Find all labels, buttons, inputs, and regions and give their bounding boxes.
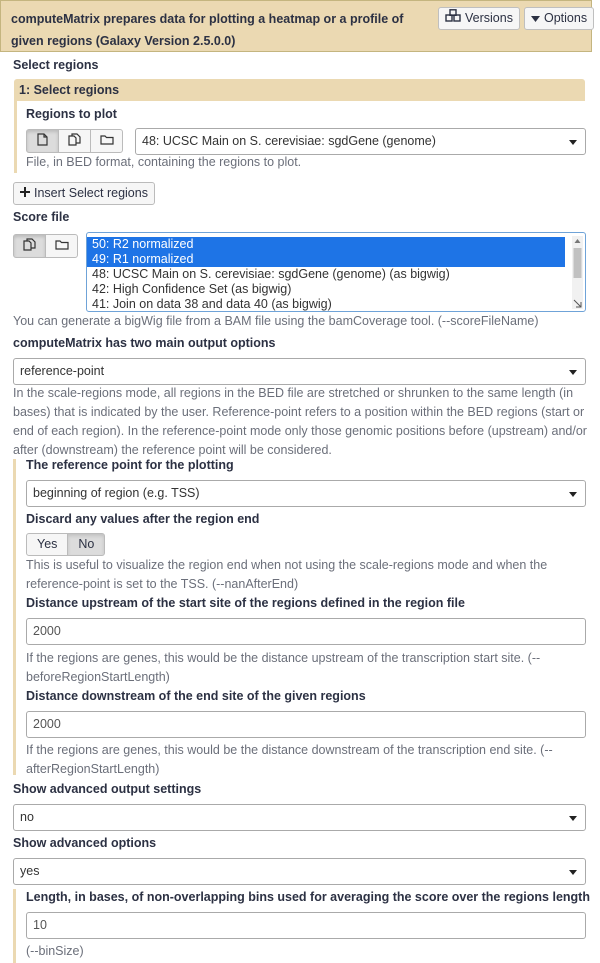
yes-option[interactable]: Yes xyxy=(26,533,68,556)
caret-down-icon xyxy=(531,8,540,29)
single-dataset-button[interactable] xyxy=(26,129,59,153)
advanced-output-select[interactable] xyxy=(13,804,586,831)
downstream-input[interactable]: 2000 xyxy=(26,711,586,738)
reference-point-select[interactable] xyxy=(26,480,586,507)
regions-to-plot-label: Regions to plot xyxy=(26,107,117,121)
listbox-option[interactable]: 41: Join on data 38 and data 40 (as bigwig) xyxy=(92,297,332,311)
score-file-listbox[interactable] xyxy=(86,232,586,312)
bin-size-label: Length, in bases, of non-overlapping bins used for averaging the score over the regions length xyxy=(26,890,590,904)
score-source-toggle xyxy=(13,234,78,258)
advanced-output-label: Show advanced output settings xyxy=(13,782,202,796)
conditional-indent-bar xyxy=(13,459,16,775)
output-options-label: computeMatrix has two main output options xyxy=(13,336,276,350)
section-indent-bar xyxy=(14,101,17,173)
insert-select-regions-button[interactable] xyxy=(13,182,155,205)
multiple-datasets-button[interactable] xyxy=(13,234,46,258)
advanced-options-label: Show advanced options xyxy=(13,836,157,850)
upstream-input[interactable]: 2000 xyxy=(26,618,586,645)
bin-size-input[interactable]: 10 xyxy=(26,912,586,939)
upstream-label: Distance upstream of the start site of the regions defined in the region file xyxy=(26,596,465,610)
listbox-option[interactable]: 48: UCSC Main on S. cerevisiae: sgdGene (genome) (as bigwig) xyxy=(92,267,450,281)
reference-point-label: The reference point for the plotting xyxy=(26,458,234,472)
chevron-down-icon xyxy=(569,870,577,875)
regions-source-toggle xyxy=(26,129,123,153)
listbox-option[interactable]: 42: High Confidence Set (as bigwig) xyxy=(92,282,292,296)
folder-icon xyxy=(100,134,114,148)
advanced-indent-bar xyxy=(13,889,16,963)
file-icon xyxy=(37,133,48,149)
listbox-scrollbar[interactable] xyxy=(572,236,583,309)
advanced-output-value: no xyxy=(20,810,34,824)
regions-select[interactable] xyxy=(135,128,586,155)
discard-help: This is useful to visualize the region end when not using the scale-regions mode and when the reference-point is set to the TSS. (--nanAfterEnd) xyxy=(26,558,548,591)
no-option[interactable]: No xyxy=(67,533,105,556)
listbox-option[interactable]: 50: R2 normalized xyxy=(87,237,565,252)
multiple-datasets-button[interactable] xyxy=(58,129,91,153)
regions-help: File, in BED format, containing the regions to plot. xyxy=(26,155,302,169)
output-mode-value: reference-point xyxy=(20,364,105,378)
score-file-label: Score file xyxy=(13,210,70,224)
reference-point-value: beginning of region (e.g. TSS) xyxy=(33,486,200,500)
tool-header xyxy=(0,0,592,52)
score-file-help: You can generate a bigWig file from a BAM file using the bamCoverage tool. (--scoreFileName) xyxy=(13,314,539,328)
chevron-down-icon xyxy=(569,370,577,375)
listbox-option[interactable]: 49: R1 normalized xyxy=(87,252,565,267)
tool-title: computeMatrix prepares data for plotting a heatmap or a profile of given regions (Galaxy Version 2.5.0.0) xyxy=(11,12,404,48)
bin-size-help: (--binSize) xyxy=(26,944,84,958)
cubes-icon xyxy=(445,8,461,29)
discard-label: Discard any values after the region end xyxy=(26,512,260,526)
dataset-collection-button[interactable] xyxy=(45,234,78,258)
output-options-help: In the scale-regions mode, all regions in the BED file are stretched or shrunken to the same length (in bases) that is indicated by the user. Reference-point refers to a position within the BED regions (start or end of each region). In the reference-point mode only those genomic positions before (upstream) and/or after (downstream) the reference point will be considered. xyxy=(13,386,587,457)
downstream-label: Distance downstream of the end site of the given regions xyxy=(26,689,366,703)
output-mode-select[interactable] xyxy=(13,358,586,385)
files-icon xyxy=(68,133,81,149)
files-icon xyxy=(23,238,36,254)
chevron-down-icon xyxy=(569,492,577,497)
folder-icon xyxy=(55,239,69,253)
dataset-collection-button[interactable] xyxy=(90,129,123,153)
advanced-options-value: yes xyxy=(20,864,40,878)
downstream-help: If the regions are genes, this would be the distance downstream of the transcription end site. (--afterRegionStartLength) xyxy=(26,743,553,776)
select-regions-section-title[interactable]: 1: Select regions xyxy=(14,79,585,101)
insert-label: Insert Select regions xyxy=(34,186,148,200)
chevron-down-icon xyxy=(569,816,577,821)
versions-button[interactable] xyxy=(438,7,520,30)
regions-select-value: 48: UCSC Main on S. cerevisiae: sgdGene (genome) xyxy=(142,134,436,148)
plus-icon xyxy=(20,183,30,204)
advanced-options-select[interactable] xyxy=(13,858,586,885)
upstream-help: If the regions are genes, this would be the distance upstream of the transcription start site. (--beforeRegionStartLength) xyxy=(26,651,541,684)
options-label: Options xyxy=(544,11,588,25)
chevron-down-icon xyxy=(569,140,577,145)
select-regions-heading: Select regions xyxy=(13,58,99,72)
versions-label: Versions xyxy=(465,11,513,25)
discard-toggle xyxy=(26,533,105,556)
options-button[interactable] xyxy=(524,7,594,30)
